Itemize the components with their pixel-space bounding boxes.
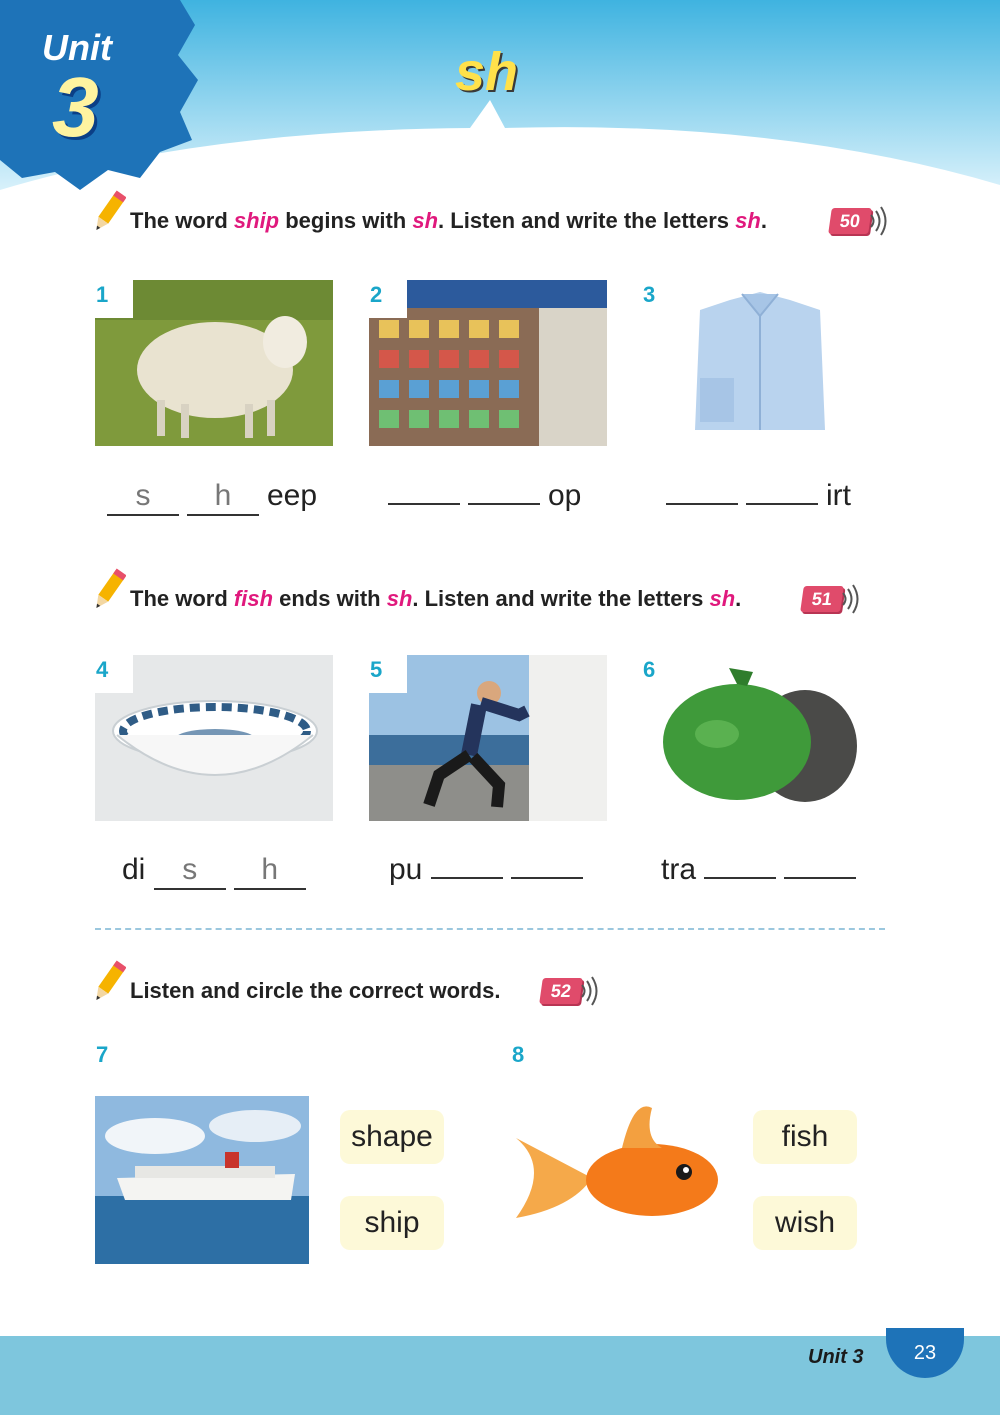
choice-ship[interactable]: ship <box>340 1196 444 1250</box>
unit-number: 3 <box>52 60 99 154</box>
pencil-icon <box>92 188 126 236</box>
section-divider <box>95 928 885 930</box>
letter-blank[interactable] <box>704 877 776 879</box>
letter-blank[interactable] <box>431 877 503 879</box>
page-title: sh <box>455 42 519 102</box>
item-number: 5 <box>370 657 383 682</box>
audio-track-badge[interactable]: 51 <box>800 586 844 612</box>
pencil-icon <box>92 566 126 614</box>
letter-blank[interactable]: h <box>187 478 259 516</box>
instruction-section-2: The word fish ends with sh. Listen and write the letters sh. <box>130 586 742 611</box>
word-dish: di s h <box>122 852 314 890</box>
letter-blank[interactable] <box>511 877 583 879</box>
item-number: 7 <box>96 1042 109 1067</box>
goldfish-image <box>512 1098 720 1236</box>
sound-wave-icon[interactable] <box>868 206 890 236</box>
choice-wish[interactable]: wish <box>753 1196 857 1250</box>
word-shirt: irt <box>666 478 851 514</box>
word-trash: tra <box>661 852 864 888</box>
letter-blank[interactable]: s <box>107 478 179 516</box>
page-number: 23 <box>886 1328 964 1378</box>
sound-wave-icon[interactable] <box>840 584 862 614</box>
item-number: 2 <box>370 282 383 307</box>
letter-blank[interactable]: s <box>154 852 226 890</box>
choice-shape[interactable]: shape <box>340 1110 444 1164</box>
choice-fish[interactable]: fish <box>753 1110 857 1164</box>
word-sheep: s h eep <box>107 478 317 516</box>
shirt-image <box>680 280 840 446</box>
pencil-icon <box>92 958 126 1006</box>
footer-unit-label: Unit 3 <box>808 1346 864 1368</box>
item-number: 3 <box>643 282 656 307</box>
letter-blank[interactable] <box>468 503 540 505</box>
instruction-section-1: The word ship begins with sh. Listen and write the letters sh. <box>130 208 767 233</box>
letter-blank[interactable]: h <box>234 852 306 890</box>
letter-blank[interactable] <box>784 877 856 879</box>
unit-label: Unit <box>42 27 112 68</box>
item-number: 4 <box>96 657 109 682</box>
ship-image <box>95 1096 309 1264</box>
letter-blank[interactable] <box>388 503 460 505</box>
letter-blank[interactable] <box>666 503 738 505</box>
instruction-section-3: Listen and circle the correct words. <box>130 978 501 1003</box>
word-push: pu <box>389 852 591 888</box>
word-shop: op <box>388 478 581 514</box>
trash-image <box>655 668 860 808</box>
item-number: 8 <box>512 1042 525 1067</box>
letter-blank[interactable] <box>746 503 818 505</box>
sound-wave-icon[interactable] <box>579 976 601 1006</box>
item-number: 6 <box>643 657 656 682</box>
audio-track-badge[interactable]: 52 <box>539 978 583 1004</box>
audio-track-badge[interactable]: 50 <box>828 208 872 234</box>
item-number: 1 <box>96 282 109 307</box>
